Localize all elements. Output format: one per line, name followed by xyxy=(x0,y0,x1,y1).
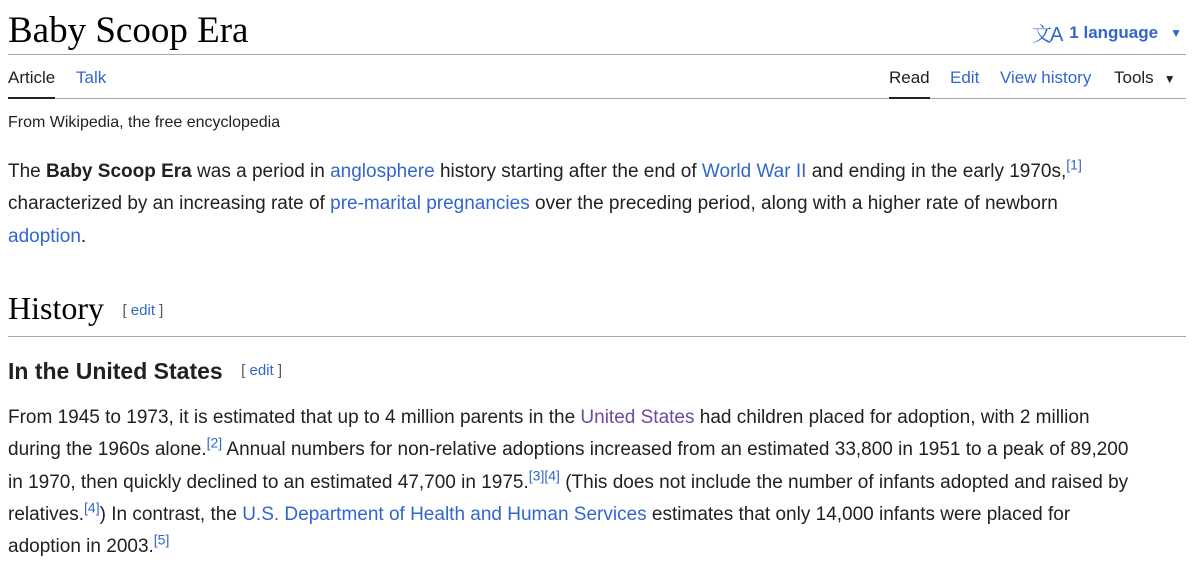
text: The xyxy=(8,161,47,182)
page-title: Baby Scoop Era xyxy=(8,10,249,51)
page-tabs xyxy=(8,55,1186,99)
text: had children placed for adoption, with 2 million xyxy=(694,407,1090,428)
link-hhs[interactable]: U.S. Department of Health and Human Services xyxy=(242,503,647,525)
text: in 1970, then quickly declined to an estimated 47,700 in 1975. xyxy=(8,471,529,493)
edit-link[interactable]: edit xyxy=(130,302,155,319)
text: adoption in 2003. xyxy=(8,536,154,558)
text: characterized by an increasing rate of xyxy=(8,193,331,215)
bold-term: Baby Scoop Era xyxy=(46,161,192,182)
translate-icon: 文A xyxy=(1031,24,1062,46)
bracket: ] xyxy=(273,362,283,379)
bracket: [ xyxy=(241,362,250,379)
ref-1[interactable]: [1] xyxy=(1066,156,1082,173)
ref-3[interactable]: [3] xyxy=(528,467,545,484)
link-adoption[interactable]: adoption xyxy=(8,225,81,247)
section-heading-us xyxy=(8,358,282,385)
ref-4[interactable]: [4] xyxy=(84,499,100,516)
tab-edit[interactable]: Edit xyxy=(950,68,980,87)
ref-2[interactable]: [2] xyxy=(206,434,223,451)
text: over the preceding period, along with a higher rate of newborn xyxy=(529,193,1058,215)
text: From 1945 to 1973, it is estimated that up to 4 million parents in the xyxy=(8,407,581,428)
section-heading-history xyxy=(8,290,1186,337)
text: . xyxy=(80,225,87,247)
subsection-title: In the United States xyxy=(8,358,223,384)
text: estimates that only 14,000 infants were placed for xyxy=(646,503,1071,525)
text: (This does not include the number of infants adopted and raised by xyxy=(559,471,1129,493)
site-tagline: From Wikipedia, the free encyclopedia xyxy=(8,114,281,131)
language-button[interactable] xyxy=(1032,18,1182,47)
ref-5[interactable]: [5] xyxy=(153,531,170,548)
tools-label: Tools xyxy=(1114,68,1154,87)
intro-paragraph xyxy=(8,156,1188,253)
section-title: History xyxy=(8,290,104,326)
text: ) In contrast, the xyxy=(99,503,243,525)
text: relatives. xyxy=(8,503,85,525)
link-world-war-ii[interactable]: World War II xyxy=(701,161,807,182)
link-anglosphere[interactable]: anglosphere xyxy=(330,161,435,182)
edit-link[interactable]: edit xyxy=(249,362,274,379)
text: history starting after the end of xyxy=(434,161,702,182)
tools-menu[interactable] xyxy=(1114,68,1176,89)
tab-read[interactable]: Read xyxy=(889,68,930,87)
chevron-down-icon: ▼ xyxy=(1170,25,1182,40)
link-pre-marital-pregnancies[interactable]: pre-marital pregnancies xyxy=(330,193,530,215)
section-edit xyxy=(122,302,163,319)
tab-talk[interactable]: Talk xyxy=(76,68,107,87)
text: Annual numbers for non-relative adoptions increased from an estimated 33,800 in 1951 to a peak of 89,200 xyxy=(222,439,1129,461)
text: during the 1960s alone. xyxy=(8,439,207,461)
section-edit xyxy=(241,362,282,379)
tab-article[interactable]: Article xyxy=(8,68,56,87)
text: was a period in xyxy=(191,161,331,182)
us-paragraph xyxy=(8,402,1188,563)
tab-view-history[interactable]: View history xyxy=(1000,68,1092,87)
chevron-down-icon: ▼ xyxy=(1163,72,1176,86)
language-label: 1 language xyxy=(1069,22,1159,42)
text: and ending in the early 1970s, xyxy=(806,161,1067,182)
bracket: [ xyxy=(122,302,131,319)
ref-4[interactable]: [4] xyxy=(544,467,560,484)
page-header xyxy=(8,0,1186,55)
bracket: ] xyxy=(154,302,164,319)
link-united-states[interactable]: United States xyxy=(580,407,695,428)
